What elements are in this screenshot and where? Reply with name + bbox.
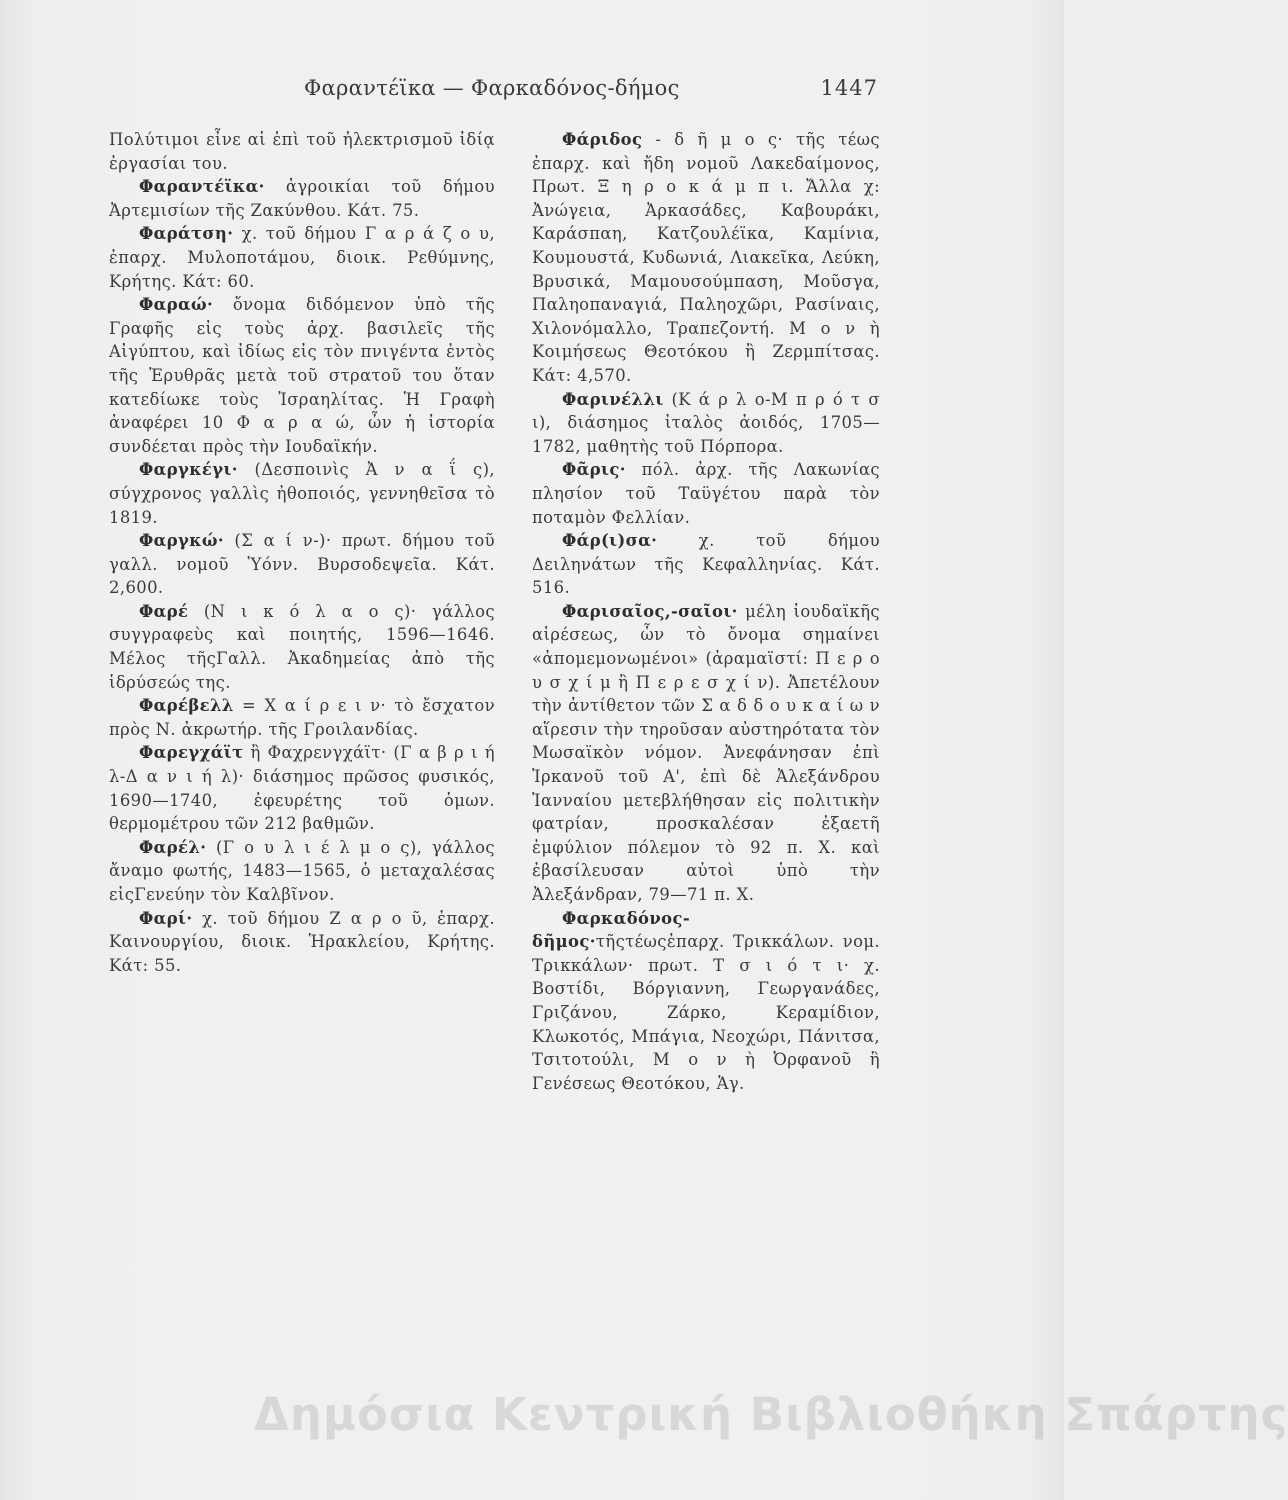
dictionary-entry [109, 222, 495, 293]
entry-headword: Φαρεγχάϊτ [139, 743, 244, 763]
library-watermark: Δημόσια Κεντρική Βιβλιοθήκη Σπάρτης [254, 1388, 1288, 1441]
entry-text: ἢ Φαχρενγχάϊτ· (Γ α β ρ ι ή λ-Δ α ν ι ή λ)· διάσημος πρῶσος φυσικός, 1690—1740, ἐφευρέτης τοῦ ὁμων. θερμομέτρου τῶν 212 βαθμῶν. [109, 743, 495, 834]
entry-headword: Φαρισαῖος,-σαῖοι· [562, 601, 738, 621]
dictionary-entry [532, 907, 880, 1096]
entry-headword: Φαραώ· [139, 295, 214, 315]
dictionary-entry [109, 175, 495, 222]
dictionary-entry [109, 741, 495, 835]
entry-headword: Φαραντέϊκα· [139, 177, 265, 197]
dictionary-entry [532, 458, 880, 529]
entry-text: Πολύτιμοι εἶνε αἱ ἐπὶ τοῦ ἠλεκτρισμοῦ ἰδίᾳ ἐργασίαι του. [109, 130, 495, 173]
entry-headword: Φάριδος [562, 130, 643, 149]
entry-headword: Φαρινέλλι [562, 389, 664, 409]
entry-headword: Φαρί· [139, 908, 193, 928]
dictionary-entry [532, 600, 880, 907]
dictionary-entry [109, 600, 495, 694]
entry-text: (Ν ι κ ό λ α ο ς)· γάλλος συγγραφεὺς καὶ ποιητής, 1596—1646. Μέλος τῆςΓαλλ. Ἀκαδημείας ἀπὸ τῆς ἱδρύσεώς της. [109, 601, 495, 692]
dictionary-entry [109, 128, 495, 175]
entry-headword: Φαργκώ· [139, 531, 225, 551]
entry-headword: Φαρέβελλ [139, 696, 234, 716]
entry-headword: Φαράτση· [139, 224, 234, 244]
dictionary-entry [109, 529, 495, 600]
entry-headword: Φαργκέγι· [139, 460, 238, 480]
entry-text: χ. τοῦ δήμου Δειληνάτων τῆς Κεφαλληνίας. Κάτ. 516. [532, 531, 880, 598]
running-head: Φαραντέϊκα — Φαρκαδόνος-δήμος [304, 76, 680, 100]
entry-text: ὄνομα διδόμενον ὑπὸ τῆς Γραφῆς εἰς τοὺς ἀρχ. βασιλεῖς τῆς Αἰγύπτου, καὶ ἰδίως εἰς τὸν πνιγέντα ἐντὸς τῆς Ἐρυθρᾶς μετὰ τοῦ στρατοῦ του ὅταν κατεδίωκε τοὺς Ἰσραηλίτας. Ἡ Γραφὴ ἀναφέρει 10 Φ α ρ α ώ, ὧν ἡ ἱστορία συνδέεται πρὸς τὴν Ιουδαϊκήν. [109, 295, 495, 456]
entry-headword: Φᾶρις· [562, 460, 626, 480]
dictionary-entry [109, 907, 495, 978]
right-column [532, 128, 880, 1095]
left-column [109, 128, 495, 977]
dictionary-entry [109, 458, 495, 529]
dictionary-entry [532, 529, 880, 600]
entry-text: (Σ α ί ν-)· πρωτ. δήμου τοῦ γαλλ. νομοῦ Ὑόνν. Βυρσοδεψεῖα. Κάτ. 2,600. [109, 531, 495, 598]
entry-text: = Χ α ί ρ ε ι ν· τὸ ἔσχατον πρὸς Ν. ἀκρωτήρ. τῆς Γροιλανδίας. [109, 696, 495, 739]
entry-headword: Φαρέλ· [139, 837, 207, 857]
entry-text: πόλ. ἀρχ. τῆς Λακωνίας πλησίον τοῦ Ταϋγέτου παρὰ τὸν ποταμὸν Φελλίαν. [532, 460, 880, 527]
entry-text: χ. τοῦ δήμου Ζ α ρ ο ῦ, ἐπαρχ. Καινουργίου, διοικ. Ἡρακλείου, Κρήτης. Κάτ: 55. [109, 908, 495, 975]
page-number: 1447 [820, 76, 878, 100]
entry-text: χ. τοῦ δήμου Γ α ρ ά ζ ο υ, ἐπαρχ. Μυλοποτάμου, διοικ. Ρεθύμνης, Κρήτης. Κάτ: 60. [109, 224, 495, 291]
dictionary-entry [109, 293, 495, 458]
dictionary-entry [532, 128, 880, 388]
dictionary-entry [532, 388, 880, 459]
entry-text: - δ ῆ μ ο ς· τῆς τέως ἐπαρχ. καὶ ἤδη νομοῦ Λακεδαίμονος, Πρωτ. Ξ η ρ ο κ ά μ π ι. Ἄλλα χ: Ἀνώγεια, Ἀρκασάδες, Καβουράκι, Καράσπαη, Κατζουλέϊκα, Καμίνια, Κουμουστά, Κυδωνιά, Λιακεῖκα, Λεύκη, Βρυσικά, Μαμουσούμπαση, Μοῦσγα, Παληοπαναγιά, Παληοχῶρι, Ρασίναις, Χιλονόμαλλο, Τραπεζοντή. Μ ο ν ὴ Κοιμήσεως Θεοτόκου ἢ Ζερμπίτσας. Κάτ: 4,570. [532, 130, 880, 385]
entry-headword: Φαρκαδόνος-δῆμος· [532, 908, 691, 952]
entry-headword: Φάρ(ι)σα· [562, 531, 658, 551]
entry-headword: Φαρέ [139, 601, 189, 621]
entry-text: ἀγροικίαι τοῦ δήμου Ἀρτεμισίων τῆς Ζακύνθου. Κάτ. 75. [109, 177, 495, 220]
entry-text: (Δεσποινὶς Ἀ ν α ΐ ς), σύγχρονος γαλλὶς ἠθοποιός, γεννηθεῖσα τὸ 1819. [109, 460, 495, 527]
entry-text: (Κ ά ρ λ ο-Μ π ρ ό τ σ ι), διάσημος ἰταλὸς ἀοιδός, 1705—1782, μαθητὴς τοῦ Πόρπορα. [532, 389, 880, 456]
entry-text: τῆςτέωςἐπαρχ. Τρικκάλων. νομ. Τρικκάλων· πρωτ. Τ σ ι ό τ ι· χ. Βοστίδι, Βόργιαννη, Γεωργανάδες, Γριζάνου, Ζάρκο, Κεραμίδιον, Κλωκοτός, Μπάγια, Νεοχώρι, Πάνιτσα, Τσιτοτούλι, Μ ο ν ὴ Ὀρφανοῦ ἢ Γενέσεως Θεοτόκου, Ἁγ. [532, 932, 880, 1093]
entry-text: (Γ ο υ λ ι έ λ μ ο ς), γάλλος ἄναμο φωτής, 1483—1565, ὁ μεταχαλέσας εἰςΓενεύην τὸν Καλβῖνον. [109, 837, 495, 904]
dictionary-entry [109, 836, 495, 907]
entry-text: μέλη ἰουδαϊκῆς αἱρέσεως, ὧν τὸ ὄνομα σημαίνει «ἀπομεμονωμένοι» (ἀραμαϊστί: Π ε ρ ο υ σ χ ί μ ἢ Π ε ρ ε σ χ ί ν). Ἀπετέλουν τὴν ἀντίθετον τῶν Σ α δ δ ο υ κ α ί ω ν αἵρεσιν τὴν τηροῦσαν αὐστηρότατα τὸν Μωσαϊκὸν νόμον. Ἀνεφάνησαν ἐπὶ Ἰρκανοῦ τοῦ Α', ἐπὶ δὲ Ἀλεξάνδρου Ἰανναίου μετεβλήθησαν εἰς πολιτικὴν φατρίαν, προσκαλέσαν ἐξαετῆ ἐμφύλιον πόλεμον τὸ 92 π. Χ. καὶ ἐβασίλευσαν αὐτοὶ ὑπὸ τὴν Ἀλεξάνδραν, 79—71 π. Χ. [532, 601, 880, 904]
dictionary-entry [109, 694, 495, 741]
page-header [108, 76, 878, 106]
